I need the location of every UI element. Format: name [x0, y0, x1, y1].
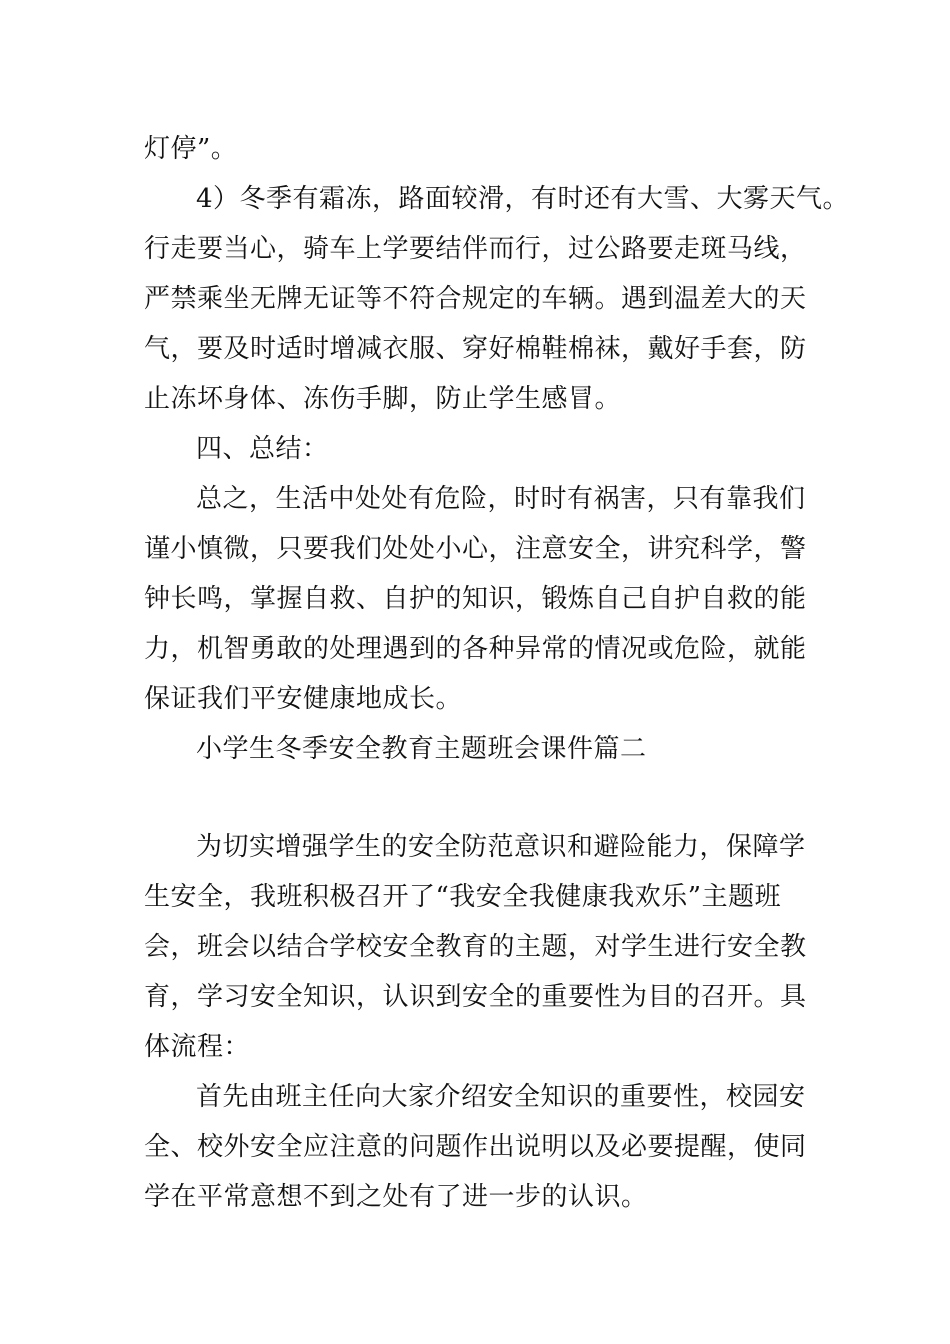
- text-line: 灯停”。: [144, 134, 238, 164]
- paragraph-first-line: 4）冬季有霜冻，路面较滑，有时还有大雪、大雾天气。: [196, 184, 850, 214]
- text-line: 力，机智勇敢的处理遇到的各种异常的情况或危险，就能: [144, 634, 807, 664]
- text-line: 全、校外安全应注意的问题作出说明以及必要提醒，使同: [144, 1132, 807, 1162]
- paragraph-first-line: 为切实增强学生的安全防范意识和避险能力，保障学: [196, 832, 806, 862]
- text-line: 保证我们平安健康地成长。: [144, 684, 463, 714]
- text-line: 育，学习安全知识，认识到安全的重要性为目的召开。具: [144, 982, 807, 1012]
- paragraph-first-line: 总之，生活中处处有危险，时时有祸害，只有靠我们: [196, 484, 806, 514]
- paragraph-first-line: 首先由班主任向大家介绍安全知识的重要性，校园安: [196, 1082, 806, 1112]
- text-line: 谨小慎微，只要我们处处小心，注意安全，讲究科学，警: [144, 534, 807, 564]
- text-line: 行走要当心，骑车上学要结伴而行，过公路要走斑马线，: [144, 234, 807, 264]
- text-line: 止冻坏身体、冻伤手脚，防止学生感冒。: [144, 384, 622, 414]
- text-line: 学在平常意想不到之处有了进一步的认识。: [144, 1182, 648, 1212]
- article-title: 小学生冬季安全教育主题班会课件篇二: [196, 734, 647, 764]
- text-line: 生安全，我班积极召开了“我安全我健康我欢乐”主题班: [144, 882, 782, 912]
- text-line: 钟长鸣，掌握自救、自护的知识，锻炼自己自护自救的能: [144, 584, 807, 614]
- text-line: 体流程：: [144, 1032, 251, 1062]
- text-line: 严禁乘坐无牌无证等不符合规定的车辆。遇到温差大的天: [144, 284, 807, 314]
- text-line: 会，班会以结合学校安全教育的主题，对学生进行安全教: [144, 932, 807, 962]
- text-line: 气，要及时适时增减衣服、穿好棉鞋棉袜，戴好手套，防: [144, 334, 807, 364]
- section-heading: 四、总结：: [196, 434, 329, 464]
